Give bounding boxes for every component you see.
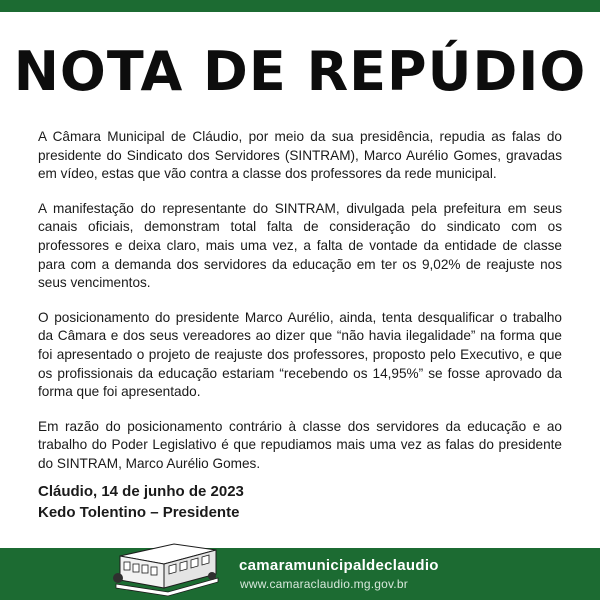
paragraph-4: Em razão do posicionamento contrário à classe dos servidores da educação e ao trabalho do Poder Legislativo é que repudiamos mais uma vez as falas do presidente do SINTRAM, Marco Aurélio Gomes. <box>38 418 562 471</box>
place-date: Cláudio, 14 de junho de 2023 <box>38 483 244 500</box>
footer-bar <box>0 548 600 600</box>
signer-name: Kedo Tolentino – Presidente <box>38 504 240 521</box>
paragraph-1: A Câmara Municipal de Cláudio, por meio da sua presidência, repudia as falas do presidente do Sindicato dos Servidores (SINTRAM), Marco Aurélio Gomes, gravadas em vídeo, estas que vão contra a classe dos professores da rede municipal. <box>38 129 562 182</box>
top-green-bar <box>0 0 600 12</box>
signature-block <box>38 481 562 523</box>
building-icon <box>112 526 222 598</box>
footer-handle: camaramunicipaldeclaudio <box>239 557 439 574</box>
footer-url: www.camaraclaudio.mg.gov.br <box>240 577 408 591</box>
statement-body <box>38 128 562 490</box>
paragraph-3: O posicionamento do presidente Marco Aurélio, ainda, tenta desqualificar o trabalho da Câmara e dos seus vereadores ao dizer que “não havia ilegalidade” na forma que foi apresentado o projeto de reajuste dos professores, proposto pelo Executivo, e que os profissionais da educação estariam “recebendo os 14,95%” se fosse aprovado da forma que foi apresentado. <box>38 309 562 400</box>
paragraph-2: A manifestação do representante do SINTRAM, divulgada pela prefeitura em seus canais oficiais, demonstram total falta de consideração do sindicato com os professores e deixa claro, mais uma vez, a falta de vontade da entidade de classe para com a demanda dos servidores da educação em ter os 9,02% de reajuste nos seus vencimentos. <box>38 200 562 291</box>
page-title: NOTA DE REPÚDIO <box>13 40 587 103</box>
